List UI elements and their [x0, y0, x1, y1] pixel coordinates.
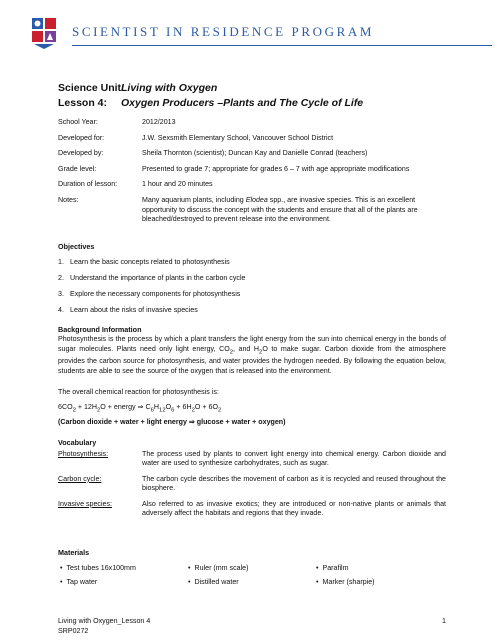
lesson-row — [58, 97, 363, 109]
info-label: Developed for: — [58, 133, 105, 142]
subscript: 6 — [171, 407, 175, 414]
subscript: 2 — [217, 407, 222, 414]
text-run: + 12H — [75, 403, 97, 411]
vocabulary-list — [58, 450, 446, 524]
lesson-value: Oxygen Producers –Plants and The Cycle of Life — [121, 97, 364, 109]
notes-species-name: Elodea — [245, 195, 268, 204]
info-row-grade-level — [58, 165, 446, 175]
text-run: O + energy ⇒ C — [100, 403, 151, 411]
page-number: 1 — [442, 617, 446, 625]
list-text: Learn about the risks of invasive species — [70, 306, 198, 314]
materials-list — [58, 564, 446, 592]
info-label: Duration of lesson: — [58, 180, 118, 189]
chemical-equation — [58, 403, 446, 416]
list-text: Learn the basic concepts related to photosynthesis — [70, 258, 230, 266]
science-unit-label: Science Unit: — [58, 82, 125, 94]
word-equation: (Carbon dioxide + water + light energy ⇒ glucose + water + oxygen) — [58, 418, 286, 426]
info-row-school-year — [58, 118, 446, 128]
vocab-row — [58, 500, 446, 519]
list-item — [58, 306, 245, 322]
program-title: SCIENTIST IN RESIDENCE PROGRAM — [72, 24, 375, 39]
materials-row — [58, 564, 446, 578]
text-run: O to make sugar. Carbon dioxide from the atmosphere provides the carbon source for photosynthesis, and water provides the hydrogen needed. By following the equation below, students are able to see the source of the oxygen that is released into the environment. — [58, 344, 446, 375]
info-label: School Year: — [58, 118, 98, 126]
list-text: Explore the necessary components for photosynthesis — [70, 290, 241, 298]
material-item: • Tap water — [58, 578, 186, 592]
materials-row — [58, 578, 446, 592]
objectives-list — [58, 258, 245, 322]
list-text: Understand the importance of plants in the carbon cycle — [70, 274, 246, 282]
notes-value — [142, 196, 446, 225]
footer-code: SRP0272 — [58, 626, 89, 635]
subscript: 6 — [150, 407, 154, 414]
subscript: 2 — [72, 407, 76, 414]
info-value: Presented to grade 7; appropriate for grades 6 – 7 with age appropriate modifications — [142, 164, 410, 173]
science-unit-row — [58, 82, 217, 94]
page-footer — [58, 617, 446, 636]
info-value: 1 hour and 20 minutes — [142, 180, 213, 189]
background-heading: Background Information — [58, 325, 142, 334]
text-run: O — [165, 403, 172, 411]
science-unit-value: Living with Oxygen — [121, 82, 218, 94]
footer-title: Living with Oxygen_Lesson 4 — [58, 617, 151, 625]
text-run: Photosynthesis is the process by which a plant transfers the light energy from the sun into chemical energy in the bonds of sugar molecules. Plants need only light energy, CO — [58, 335, 446, 353]
program-header — [28, 16, 468, 56]
lesson-label: Lesson 4: — [58, 97, 108, 109]
vocabulary-heading: Vocabulary — [58, 438, 97, 447]
info-value: 2012/2013 — [142, 118, 176, 126]
list-item — [58, 274, 245, 290]
subscript: 2 — [97, 407, 101, 414]
notes-text-continued: spp., are invasive species. This is an excellent opportunity to discuss the concept with the students and ensure that all of the plants are bleached/destroyed to prevent release into the environment. — [142, 195, 418, 224]
info-row-developed-by — [58, 149, 446, 159]
vocab-row — [58, 450, 446, 469]
text-run: O + 6O — [194, 403, 218, 411]
subscript: 2 — [229, 348, 234, 355]
info-row-duration — [58, 180, 446, 190]
notes-label: Notes: — [58, 195, 79, 204]
subscript: 2 — [259, 348, 263, 355]
text-run: , and H — [233, 344, 260, 353]
list-number: 1. — [58, 258, 64, 266]
lesson-info — [58, 118, 446, 231]
subscript: 12 — [159, 407, 166, 414]
material-item: • Distilled water — [186, 578, 314, 592]
vocab-row — [58, 475, 446, 494]
vocab-term: Carbon cycle: — [58, 474, 102, 483]
material-item: • Test tubes 16x100mm — [58, 564, 186, 578]
vocab-definition: The process used by plants to convert light energy into chemical energy. Carbon dioxide and water are used to synthesize carbohydrates, such as sugar. — [142, 450, 446, 468]
text-run: + 6H — [174, 403, 192, 411]
list-number: 3. — [58, 290, 64, 298]
vocab-definition: Also referred to as invasive exotics; they are introduced or non-native plants or animals that adversely affect the habitats and regions that they invade. — [142, 499, 446, 518]
list-item — [58, 290, 245, 306]
list-item — [58, 258, 245, 274]
info-row-notes — [58, 196, 446, 225]
reaction-intro: The overall chemical reaction for photosynthesis is: — [58, 388, 219, 396]
info-value: Sheila Thornton (scientist); Duncan Kay and Danielle Conrad (teachers) — [142, 149, 368, 158]
material-item: • Ruler (mm scale) — [186, 564, 314, 578]
vocab-term: Invasive species: — [58, 499, 113, 508]
material-item: • Marker (sharpie) — [314, 578, 442, 592]
vocab-definition: The carbon cycle describes the movement of carbon as it is recycled and reused throughout the biosphere. — [142, 474, 446, 493]
materials-heading: Materials — [58, 548, 90, 557]
text-run: H — [153, 403, 160, 411]
program-logo-icon — [28, 16, 60, 50]
subscript: 2 — [191, 407, 195, 414]
text-run: 6CO — [58, 403, 73, 411]
info-value: J.W. Sexsmith Elementary School, Vancouver School District — [142, 133, 334, 142]
list-number: 4. — [58, 306, 64, 314]
info-row-developed-for — [58, 134, 446, 144]
objectives-heading: Objectives — [58, 242, 95, 251]
material-item: • Parafilm — [314, 564, 442, 578]
info-label: Grade level: — [58, 164, 97, 173]
list-number: 2. — [58, 274, 64, 282]
info-label: Developed by: — [58, 149, 104, 158]
background-paragraph — [58, 335, 446, 376]
notes-text: Many aquarium plants, including — [142, 195, 246, 204]
header-divider — [72, 45, 492, 46]
vocab-term: Photosynthesis: — [58, 450, 109, 458]
